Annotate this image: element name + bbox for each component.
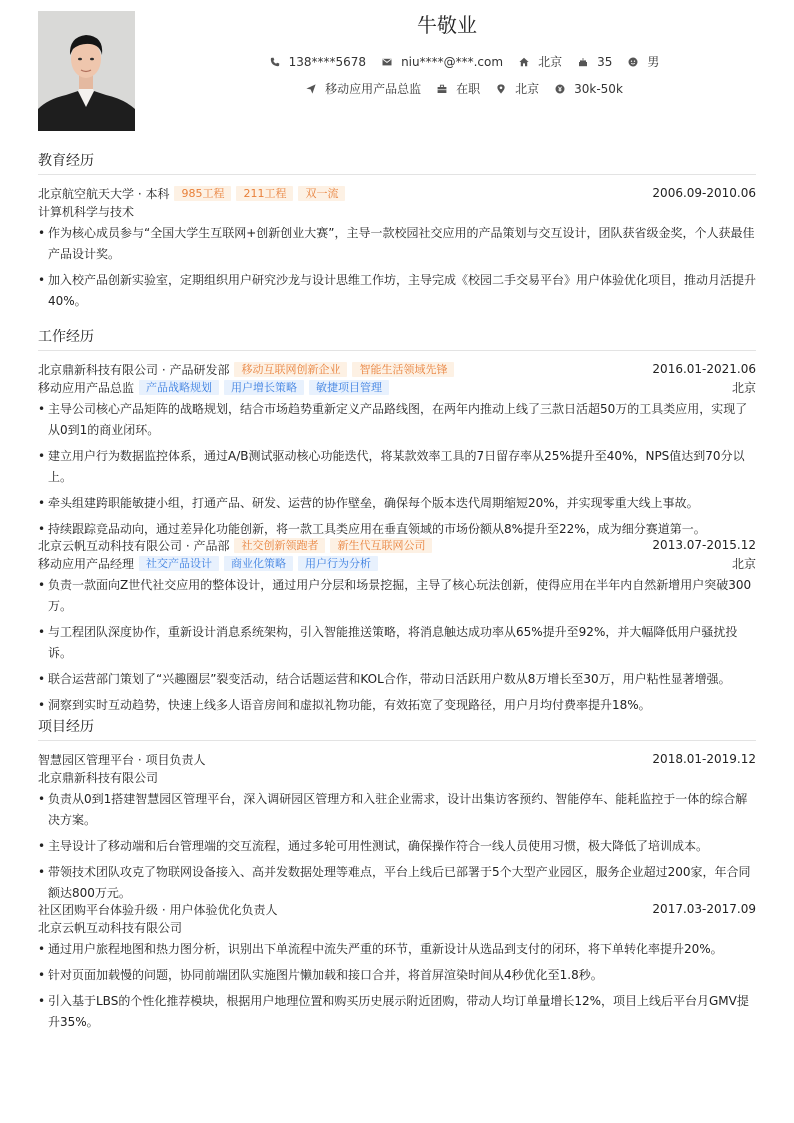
project-company-line xyxy=(38,918,756,936)
position-tag: 用户增长策略 xyxy=(224,380,304,395)
list-item: • 通过用户旅程地图和热力图分析，识别出下单流程中流失严重的环节，重新设计从选品到支付的闭环，将下单转化率提升20%。 xyxy=(38,939,756,960)
list-item: • 联合运营部门策划了“兴趣圈层”裂变活动，结合话题运营和KOL合作，带动日活跃用户数从8万增长至30万，用户粘性显著增强。 xyxy=(38,669,756,690)
section-title: 项目经历 xyxy=(38,716,756,741)
gender-item xyxy=(628,53,659,70)
home-city-item xyxy=(519,53,562,70)
work-city: 北京 xyxy=(731,380,756,395)
education-section xyxy=(38,150,756,317)
work-section xyxy=(38,326,756,721)
email-item xyxy=(382,55,503,69)
list-item: • 加入校产品创新实验室，定期组织用户研究沙龙与设计思维工作坊，主导完成《校园二手交易平台》用户体验优化项目，推动月活提升40%。 xyxy=(38,270,756,312)
work-bullets xyxy=(38,399,756,540)
major-line xyxy=(38,202,756,220)
major: 计算机科学与技术 xyxy=(38,204,135,219)
salary-text: 30k-50k xyxy=(574,81,623,96)
school-line xyxy=(38,184,756,202)
target-city-text: 北京 xyxy=(515,82,540,96)
gender-icon xyxy=(628,57,638,67)
work-entry xyxy=(38,360,756,540)
age-text: 35 xyxy=(597,54,613,69)
school-tag: 985工程 xyxy=(174,186,231,201)
date-range: 2016.01-2021.06 xyxy=(652,362,756,376)
date-range: 2018.01-2019.12 xyxy=(652,752,756,766)
position-tag: 用户行为分析 xyxy=(298,556,378,571)
list-item: • 牵头组建跨职能敏捷小组，打通产品、研发、运营的协作壁垒，确保每个版本迭代周期缩短20%，并实现零重大线上事故。 xyxy=(38,493,756,514)
position: 移动应用产品总监 xyxy=(38,380,135,395)
list-item: • 负责从0到1搭建智慧园区管理平台，深入调研园区管理方和入驻企业需求，设计出集访客预约、智能停车、能耗监控于一体的综合解决方案。 xyxy=(38,789,756,831)
project-bullets xyxy=(38,789,756,904)
company-dept: 北京鼎新科技有限公司 · 产品研发部 xyxy=(38,362,230,377)
list-item: • 引入基于LBS的个性化推荐模块，根据用户地理位置和购买历史展示附近团购，带动人均订单量增长12%，项目上线后平台月GMV提升35%。 xyxy=(38,991,756,1033)
project-company-line xyxy=(38,768,756,786)
project-entry xyxy=(38,750,756,904)
list-item: • 与工程团队深度协作，重新设计消息系统架构，引入智能推送策略，将消息触达成功率从65%提升至92%，并大幅降低用户骚扰投诉。 xyxy=(38,622,756,664)
work-city: 北京 xyxy=(731,556,756,571)
briefcase-icon xyxy=(437,84,447,94)
send-icon xyxy=(306,84,316,94)
candidate-name: 牛敬业 xyxy=(417,13,477,37)
project-company: 北京鼎新科技有限公司 xyxy=(38,770,159,785)
list-item: • 负责一款面向Z世代社交应用的整体设计，通过用户分层和场景挖掘，主导了核心玩法创新，使得应用在半年内自然新增用户突破300万。 xyxy=(38,575,756,617)
date-range: 2006.09-2010.06 xyxy=(652,186,756,200)
company-tag: 新生代互联网公司 xyxy=(330,538,432,553)
company-dept: 北京云帆互动科技有限公司 · 产品部 xyxy=(38,538,230,553)
section-title: 教育经历 xyxy=(38,150,756,175)
position-tag: 产品战略规划 xyxy=(139,380,219,395)
cake-icon xyxy=(578,57,588,67)
project-name-role: 社区团购平台体验升级 · 用户体验优化负责人 xyxy=(38,902,278,917)
list-item: • 带领技术团队攻克了物联网设备接入、高并发数据处理等难点，平台上线后已部署于5个大型产业园区，服务企业超过200家，年合同额达800万元。 xyxy=(38,862,756,904)
position: 移动应用产品经理 xyxy=(38,556,135,571)
school-degree: 北京航空航天大学 · 本科 xyxy=(38,186,170,201)
list-item: • 作为核心成员参与“全国大学生互联网+创新创业大赛”，主导一款校园社交应用的产品策划与交互设计，团队获省级金奖，个人获最佳产品设计奖。 xyxy=(38,223,756,265)
target-position-text: 移动应用产品总监 xyxy=(325,82,422,96)
status-text: 在职 xyxy=(456,82,481,96)
list-item: • 主导公司核心产品矩阵的战略规划，结合市场趋势重新定义产品路线图，在两年内推动上线了三款日活超50万的工具类应用，实现了从0到1的商业闭环。 xyxy=(38,399,756,441)
phone-icon xyxy=(270,57,280,67)
contact-info-row xyxy=(135,53,794,70)
list-item: • 建立用户行为数据监控体系，通过A/B测试驱动核心功能迭代，将某款效率工具的7日留存率从25%提升至40%，NPS值达到70分以上。 xyxy=(38,446,756,488)
project-bullets xyxy=(38,939,756,1033)
position-line xyxy=(38,378,756,396)
home-city-text: 北京 xyxy=(538,55,563,69)
projects-section xyxy=(38,716,756,1038)
status-item xyxy=(437,80,480,97)
work-bullets xyxy=(38,575,756,716)
school-tag: 211工程 xyxy=(236,186,293,201)
list-item: • 持续跟踪竞品动向，通过差异化功能创新，将一款工具类应用在垂直领域的市场份额从8%提升至22%，成为细分赛道第一。 xyxy=(38,519,756,540)
company-line xyxy=(38,360,756,378)
position-tag: 商业化策略 xyxy=(224,556,293,571)
gender-text: 男 xyxy=(647,55,660,69)
work-entry xyxy=(38,536,756,716)
education-bullets xyxy=(38,223,756,312)
date-range: 2013.07-2015.12 xyxy=(652,538,756,552)
job-intention-row xyxy=(135,80,794,97)
education-entry xyxy=(38,184,756,312)
email-icon xyxy=(382,57,392,67)
list-item: • 洞察到实时互动趋势，快速上线多人语音房间和虚拟礼物功能，有效拓宽了变现路径，用户月均付费率提升18%。 xyxy=(38,695,756,716)
company-tag: 智能生活领域先锋 xyxy=(352,362,454,377)
money-icon xyxy=(555,84,565,94)
email-text: niu****@***.com xyxy=(401,54,504,69)
target-city-item xyxy=(496,80,539,97)
project-line xyxy=(38,750,756,768)
project-entry xyxy=(38,900,756,1033)
position-tag: 敏捷项目管理 xyxy=(309,380,389,395)
project-company: 北京云帆互动科技有限公司 xyxy=(38,920,183,935)
company-tag: 移动互联网创新企业 xyxy=(234,362,347,377)
list-item: • 针对页面加载慢的问题，协同前端团队实施图片懒加载和接口合并，将首屏渲染时间从4秒优化至1.8秒。 xyxy=(38,965,756,986)
target-position-item xyxy=(306,80,421,97)
list-item: • 主导设计了移动端和后台管理端的交互流程，通过多轮可用性测试，确保操作符合一线人员使用习惯，极大降低了培训成本。 xyxy=(38,836,756,857)
phone-item xyxy=(270,55,366,69)
date-range: 2017.03-2017.09 xyxy=(652,902,756,916)
section-title: 工作经历 xyxy=(38,326,756,351)
position-line xyxy=(38,554,756,572)
school-tag: 双一流 xyxy=(298,186,345,201)
company-tag: 社交创新领跑者 xyxy=(234,538,325,553)
salary-item xyxy=(555,82,623,96)
home-icon xyxy=(519,57,529,67)
location-pin-icon xyxy=(496,84,506,94)
project-name-role: 智慧园区管理平台 · 项目负责人 xyxy=(38,752,206,767)
age-item xyxy=(578,55,612,69)
phone-text: 138****5678 xyxy=(288,54,367,69)
position-tag: 社交产品设计 xyxy=(139,556,219,571)
